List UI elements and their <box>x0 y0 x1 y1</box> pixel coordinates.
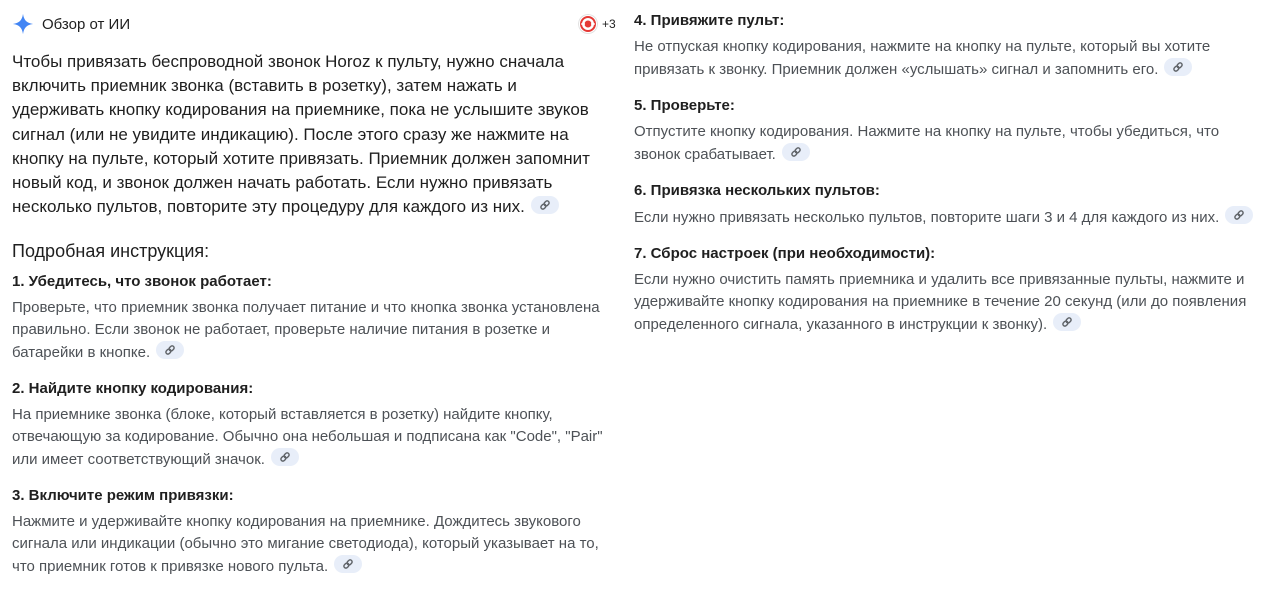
summary-line: кнопку на пульте, который хотите привязать. Приемник должен запомнит <box>12 148 590 168</box>
source-link-button[interactable] <box>1164 58 1192 76</box>
step-title: 7. Сброс настроек (при необходимости): <box>634 245 936 262</box>
sources-indicator[interactable] <box>578 12 616 36</box>
link-icon <box>1233 209 1245 221</box>
step-title: 6. Привязка нескольких пультов: <box>634 182 880 199</box>
step-text: На приемнике звонка (блоке, который вставляется в розетку) найдите кнопку, отвечающую за кодирование. Обычно она небольшая и подписана как "Code", "Pair" или имеет соответствующий значок. <box>12 406 603 469</box>
step-3 <box>12 485 624 578</box>
step-text: Проверьте, что приемник звонка получает питание и что кнопка звонка установлена правильно. Если звонок не работает, проверьте наличие питания в розетке и батарейки в кнопке. <box>12 299 600 362</box>
ai-spark-icon <box>12 13 34 35</box>
source-favicon-icon <box>578 14 598 34</box>
step-4 <box>634 10 1259 81</box>
right-column <box>634 10 1259 350</box>
step-description <box>12 404 624 471</box>
step-text: Не отпуская кнопку кодирования, нажмите на кнопку на пульте, который вы хотите привязать к звонку. Приемник должен «услышать» сигнал и запомнить его. <box>634 38 1211 78</box>
step-text: Нажмите и удерживайте кнопку кодирования на приемнике. Дождитесь звукового сигнала или индикации (обычно это мигание светодиода), который указывает на то, что приемник готов к привязке нового пульта. <box>12 513 599 576</box>
source-link-button[interactable] <box>782 143 810 161</box>
instructions-heading: Подробная инструкция: <box>12 241 210 262</box>
step-1 <box>12 271 624 364</box>
link-icon <box>1061 316 1073 328</box>
step-7 <box>634 243 1259 336</box>
summary-line: несколько пультов, повторите эту процедуру для каждого из них. <box>12 197 525 217</box>
summary-paragraph <box>12 50 624 219</box>
source-link-button[interactable] <box>271 448 299 466</box>
summary-line: удерживать кнопку кодирования на приемнике, пока не услышите звуков <box>12 100 589 120</box>
summary-line: сигнал (или не увидите индикацию). После этого сразу же нажмите на <box>12 124 569 144</box>
step-5 <box>634 95 1259 166</box>
link-icon <box>1172 61 1184 73</box>
step-text: Если нужно очистить память приемника и удалить все привязанные пульты, нажмите и удерживайте кнопку кодирования на приемнике в течение 20 секунд (или до появления определенного сигнала, указанного в инструкции к звонку). <box>634 271 1247 333</box>
step-title: 1. Убедитесь, что звонок работает: <box>12 273 272 291</box>
sources-count: +3 <box>602 17 616 31</box>
step-text: Отпустите кнопку кодирования. Нажмите на кнопку на пульте, чтобы убедиться, что звонок срабатывает. <box>634 123 1220 163</box>
ai-overview-header <box>12 12 130 36</box>
step-description <box>634 269 1259 336</box>
link-icon <box>539 199 551 211</box>
summary-line: Чтобы привязать беспроводной звонок Horoz к пульту, нужно сначала <box>12 52 565 71</box>
step-text: Если нужно привязать несколько пультов, повторите шаги 3 и 4 для каждого из них. <box>634 209 1220 226</box>
step-title: 5. Проверьте: <box>634 97 735 114</box>
source-link-button[interactable] <box>1053 313 1081 331</box>
step-6 <box>634 180 1259 229</box>
link-icon <box>342 558 354 570</box>
source-link-button[interactable] <box>1225 206 1253 224</box>
link-icon <box>279 451 291 463</box>
left-column <box>12 50 624 592</box>
link-icon <box>790 146 802 158</box>
ai-overview-title: Обзор от ИИ <box>42 15 131 33</box>
source-link-button[interactable] <box>334 555 362 573</box>
link-icon <box>164 344 176 356</box>
source-link-button[interactable] <box>531 196 559 214</box>
step-title: 3. Включите режим привязки: <box>12 487 234 505</box>
step-description <box>634 121 1259 166</box>
step-title: 2. Найдите кнопку кодирования: <box>12 380 254 398</box>
source-link-button[interactable] <box>156 341 184 359</box>
step-description <box>12 297 624 364</box>
step-description <box>12 511 624 578</box>
summary-line: включить приемник звонка (вставить в розетку), затем нажать и <box>12 76 517 96</box>
summary-line: новый код, и звонок должен начать работать. Если нужно привязать <box>12 173 553 193</box>
step-title: 4. Привяжите пульт: <box>634 12 785 29</box>
step-description <box>634 36 1259 81</box>
step-2 <box>12 378 624 471</box>
step-description <box>634 206 1259 229</box>
